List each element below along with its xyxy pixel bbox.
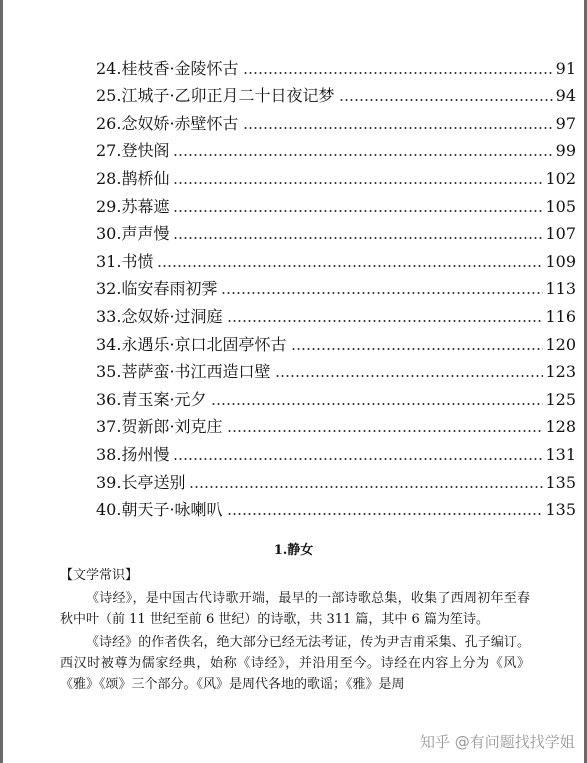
toc-dot-leader [221,292,543,294]
toc-dot-leader [211,403,544,405]
toc-entry[interactable] [96,272,576,300]
toc-entry-title: 30.声声慢 [96,224,170,244]
toc-entry[interactable] [96,493,576,521]
toc-entry-title: 26.念奴娇·赤壁怀古 [96,113,239,133]
toc-entry[interactable] [96,327,576,355]
toc-dot-leader [275,375,544,377]
section-heading: 【文学常识】 [60,568,139,583]
paragraph-1: 《诗经》，是中国古代诗歌开端，最早的一部诗歌总集，收集了西周初年至春秋中叶（前 11 世纪至前 6 世纪）的诗歌，共 311 篇，其中 6 篇为笙诗。 [60,591,530,627]
toc-entry-page: 131 [545,444,576,464]
toc-entry-title: 37.贺新郎·刘克庄 [96,417,223,437]
toc-entry-title: 25.江城子·乙卯正月二十日夜记梦 [96,86,335,106]
toc-entry[interactable] [96,382,576,410]
toc-dot-leader [227,513,544,515]
toc-dot-leader [173,237,543,239]
toc-dot-leader [173,154,553,156]
toc-dot-leader [173,182,543,184]
toc-entry-page: 123 [545,362,576,382]
toc-entry-page: 109 [545,251,576,271]
toc-entry-page: 94 [555,86,576,106]
toc-entry-page: 135 [545,472,576,492]
toc-dot-leader [157,265,543,267]
toc-dot-leader [243,72,554,74]
toc-entry[interactable] [96,410,576,438]
toc-dot-leader [243,127,554,129]
body-text [60,565,530,695]
toc-entry-page: 107 [545,224,576,244]
toc-entry-title: 24.桂枝香·金陵怀古 [96,58,239,78]
toc-entry-page: 128 [545,417,576,437]
toc-entry[interactable] [96,465,576,493]
toc-entry-page: 135 [545,500,576,520]
table-of-contents [96,51,576,520]
toc-entry-title: 32.临安春雨初霁 [96,279,218,299]
toc-entry-page: 116 [545,306,576,326]
toc-entry-title: 31.书愤 [96,251,154,271]
toc-entry-title: 34.永遇乐·京口北固亭怀古 [96,334,287,354]
toc-entry-page: 113 [545,279,576,299]
toc-entry[interactable] [96,161,576,189]
toc-entry-page: 91 [555,58,576,78]
toc-entry-title: 36.青玉案·元夕 [96,389,207,409]
toc-dot-leader [173,210,543,212]
toc-entry-page: 120 [545,334,576,354]
toc-entry[interactable] [96,299,576,327]
toc-dot-leader [227,320,544,322]
toc-entry-page: 125 [545,389,576,409]
toc-entry-title: 40.朝天子·咏喇叭 [96,500,223,520]
toc-entry-page: 97 [555,113,576,133]
toc-entry-title: 27.登快阁 [96,141,170,161]
toc-entry-title: 35.菩萨蛮·书江西造口壁 [96,362,271,382]
toc-entry[interactable] [96,189,576,217]
toc-entry-title: 39.长亭送别 [96,472,186,492]
toc-dot-leader [173,458,543,460]
toc-entry-title: 38.扬州慢 [96,444,170,464]
toc-entry-page: 105 [545,196,576,216]
toc-entry[interactable] [96,217,576,245]
toc-entry[interactable] [96,244,576,272]
toc-entry[interactable] [96,355,576,383]
toc-entry-title: 33.念奴娇·过洞庭 [96,306,223,326]
toc-entry[interactable] [96,134,576,162]
chapter-title: 1.静女 [273,543,314,558]
toc-dot-leader [189,486,543,488]
toc-dot-leader [291,348,544,350]
toc-entry-page: 99 [555,141,576,161]
toc-entry-title: 29.苏幕遮 [96,196,170,216]
page-edge-left [0,0,3,763]
toc-dot-leader [227,430,544,432]
toc-dot-leader [339,99,554,101]
toc-entry-title: 28.鹊桥仙 [96,168,170,188]
toc-entry[interactable] [96,79,576,107]
watermark: 知乎 @有问题找找学姐 [420,733,575,751]
toc-entry[interactable] [96,51,576,79]
toc-entry-page: 102 [545,168,576,188]
toc-entry[interactable] [96,106,576,134]
paragraph-2: 《诗经》的作者佚名，绝大部分已经无法考证，传为尹吉甫采集、孔子编订。西汉时被尊为儒家经典，始称《诗经》，并沿用至今。诗经在内容上分为《风》《雅》《颂》三个部分。《风》是周代各地的歌谣；《雅》是周 [60,635,530,692]
toc-entry[interactable] [96,437,576,465]
